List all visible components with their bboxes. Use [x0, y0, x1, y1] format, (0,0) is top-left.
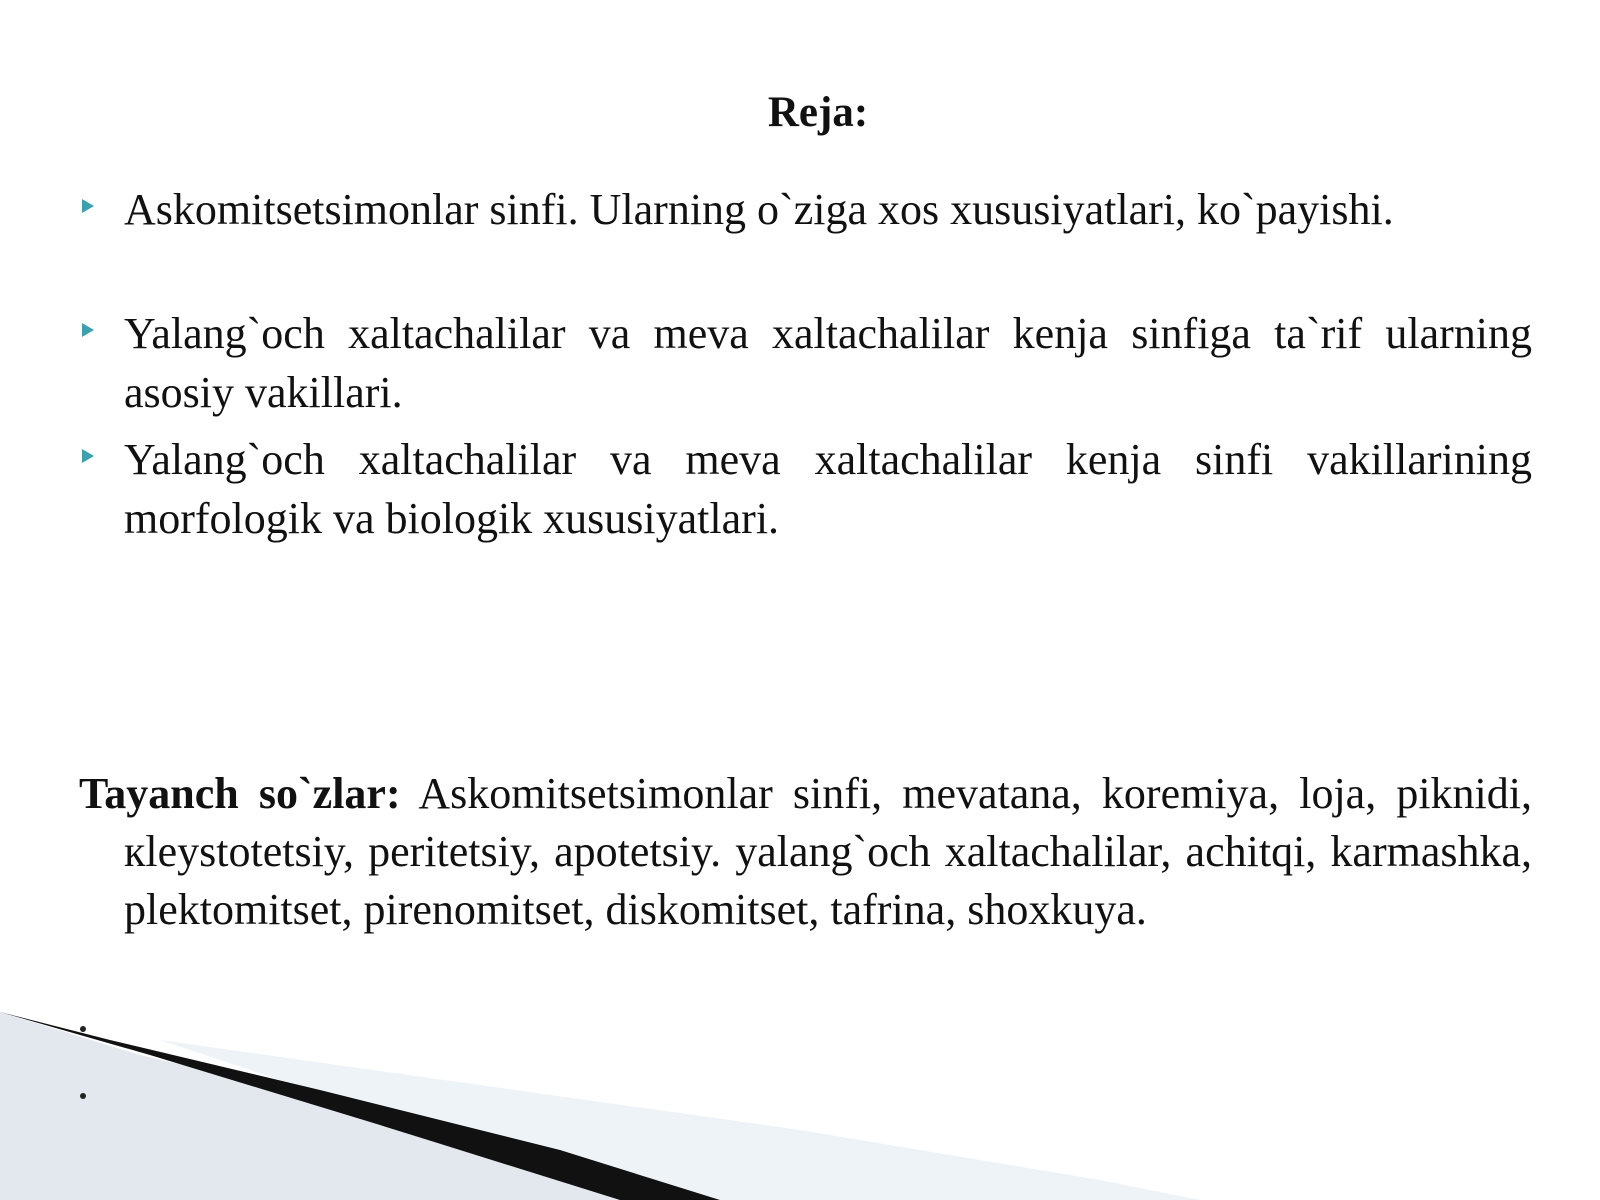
plan-list — [79, 180, 1532, 548]
keywords-text: Askomitsetsimonlar sinfi, mevatana, koremiya, loja, piknidi, кleystotetsiy, peritetsiy, apotetsiy. yalang`och xaltachalilar, achitqi, karmashka, plektomitset, pirenomitset, diskomitset, tafrina, shoxkuya. — [124, 769, 1532, 934]
slide-title: Reja: — [767, 89, 869, 136]
triangle-bullet-icon — [82, 323, 94, 337]
plan-item — [79, 430, 1532, 548]
empty-bullet-dot — [80, 1093, 86, 1099]
triangle-bullet-icon — [82, 199, 94, 213]
plan-item-text: Yalang`och xaltachalilar va meva xaltachalilar kenja sinfi vakillarining morfologik va biologik xususiyatlari. — [124, 435, 1532, 543]
plan-item — [79, 180, 1532, 239]
keywords-label: Tayanch so`zlar: — [79, 769, 401, 818]
empty-bullet-dot — [80, 1026, 86, 1032]
keywords-paragraph — [79, 765, 1532, 939]
triangle-bullet-icon — [82, 449, 94, 463]
plan-item — [79, 304, 1532, 422]
plan-item-text: Askomitsetsimonlar sinfi. Ularning o`ziga xos xususiyatlari, ko`payishi. — [124, 185, 1394, 234]
plan-item-text: Yalang`och xaltachalilar va meva xaltachalilar kenja sinfiga ta`rif ularning asosiy vakillari. — [124, 309, 1532, 417]
